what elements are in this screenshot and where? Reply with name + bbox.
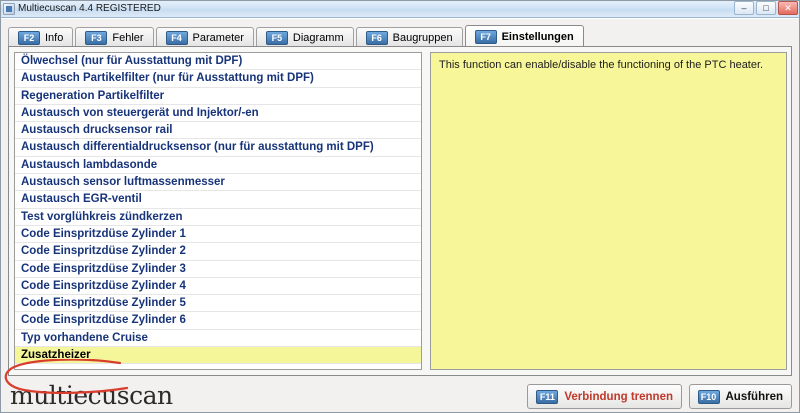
client-area — [0, 18, 800, 413]
brand-logo: multiecuscan — [10, 381, 173, 410]
list-item[interactable]: Austausch drucksensor rail — [15, 122, 421, 139]
list-item[interactable]: Austausch lambdasonde — [15, 157, 421, 174]
window-title: Multiecuscan 4.4 REGISTERED — [18, 3, 161, 14]
list-item[interactable]: Code Einspritzdüse Zylinder 1 — [15, 226, 421, 243]
tab-label: Fehler — [112, 31, 144, 44]
tab-label: Baugruppen — [392, 31, 453, 44]
window-controls — [734, 1, 798, 15]
list-item[interactable]: Regeneration Partikelfilter — [15, 88, 421, 105]
list-item[interactable]: Austausch Partikelfilter (nur für Ausstattung mit DPF) — [15, 70, 421, 87]
list-item[interactable]: Ölwechsel (nur für Ausstattung mit DPF) — [15, 53, 421, 70]
list-item[interactable]: Test vorglühkreis zündkerzen — [15, 209, 421, 226]
tab-key-badge: F4 — [166, 31, 188, 45]
execute-button-label: Ausführen — [725, 390, 783, 403]
list-item[interactable]: Zusatzheizer — [15, 347, 421, 364]
minimize-button[interactable]: – — [734, 1, 754, 15]
list-item[interactable]: Austausch von steuergerät und Injektor/-en — [15, 105, 421, 122]
title-bar — [0, 0, 800, 18]
tab-key-badge: F3 — [85, 31, 107, 45]
tab-einstellungen[interactable] — [465, 25, 584, 47]
tab-label: Diagramm — [292, 31, 344, 44]
f10-key-badge: F10 — [698, 390, 720, 404]
list-item[interactable]: Code Einspritzdüse Zylinder 3 — [15, 261, 421, 278]
maximize-button[interactable]: □ — [756, 1, 776, 15]
list-item[interactable]: Code Einspritzdüse Zylinder 6 — [15, 312, 421, 329]
tab-label: Einstellungen — [501, 30, 574, 43]
list-item[interactable]: Code Einspritzdüse Zylinder 2 — [15, 243, 421, 260]
f11-key-badge: F11 — [536, 390, 558, 404]
disconnect-button[interactable] — [527, 384, 682, 409]
tab-parameter[interactable] — [156, 27, 254, 47]
description-box: This function can enable/disable the functioning of the PTC heater. — [430, 52, 787, 370]
settings-panel — [8, 46, 792, 376]
execute-button[interactable] — [689, 384, 793, 409]
tab-key-badge: F2 — [18, 31, 40, 45]
close-button[interactable]: ✕ — [778, 1, 798, 15]
function-list[interactable] — [14, 52, 422, 370]
tab-strip — [8, 25, 584, 47]
tab-diagramm[interactable] — [256, 27, 354, 47]
list-item[interactable]: Austausch differentialdrucksensor (nur für ausstattung mit DPF) — [15, 139, 421, 156]
tab-label: Parameter — [192, 31, 244, 44]
tab-key-badge: F5 — [266, 31, 288, 45]
app-icon — [3, 3, 15, 15]
tab-key-badge: F7 — [475, 30, 497, 44]
tab-info[interactable] — [8, 27, 73, 47]
tab-label: Info — [45, 31, 64, 44]
list-item[interactable]: Austausch sensor luftmassenmesser — [15, 174, 421, 191]
tab-baugruppen[interactable] — [356, 27, 463, 47]
bottom-bar — [0, 379, 800, 413]
list-item[interactable]: Austausch EGR-ventil — [15, 191, 421, 208]
list-item[interactable]: Code Einspritzdüse Zylinder 4 — [15, 278, 421, 295]
list-item[interactable]: Typ vorhandene Cruise — [15, 330, 421, 347]
tab-fehler[interactable] — [75, 27, 153, 47]
disconnect-button-label: Verbindung trennen — [564, 390, 673, 403]
tab-key-badge: F6 — [366, 31, 388, 45]
list-item[interactable]: Code Einspritzdüse Zylinder 5 — [15, 295, 421, 312]
